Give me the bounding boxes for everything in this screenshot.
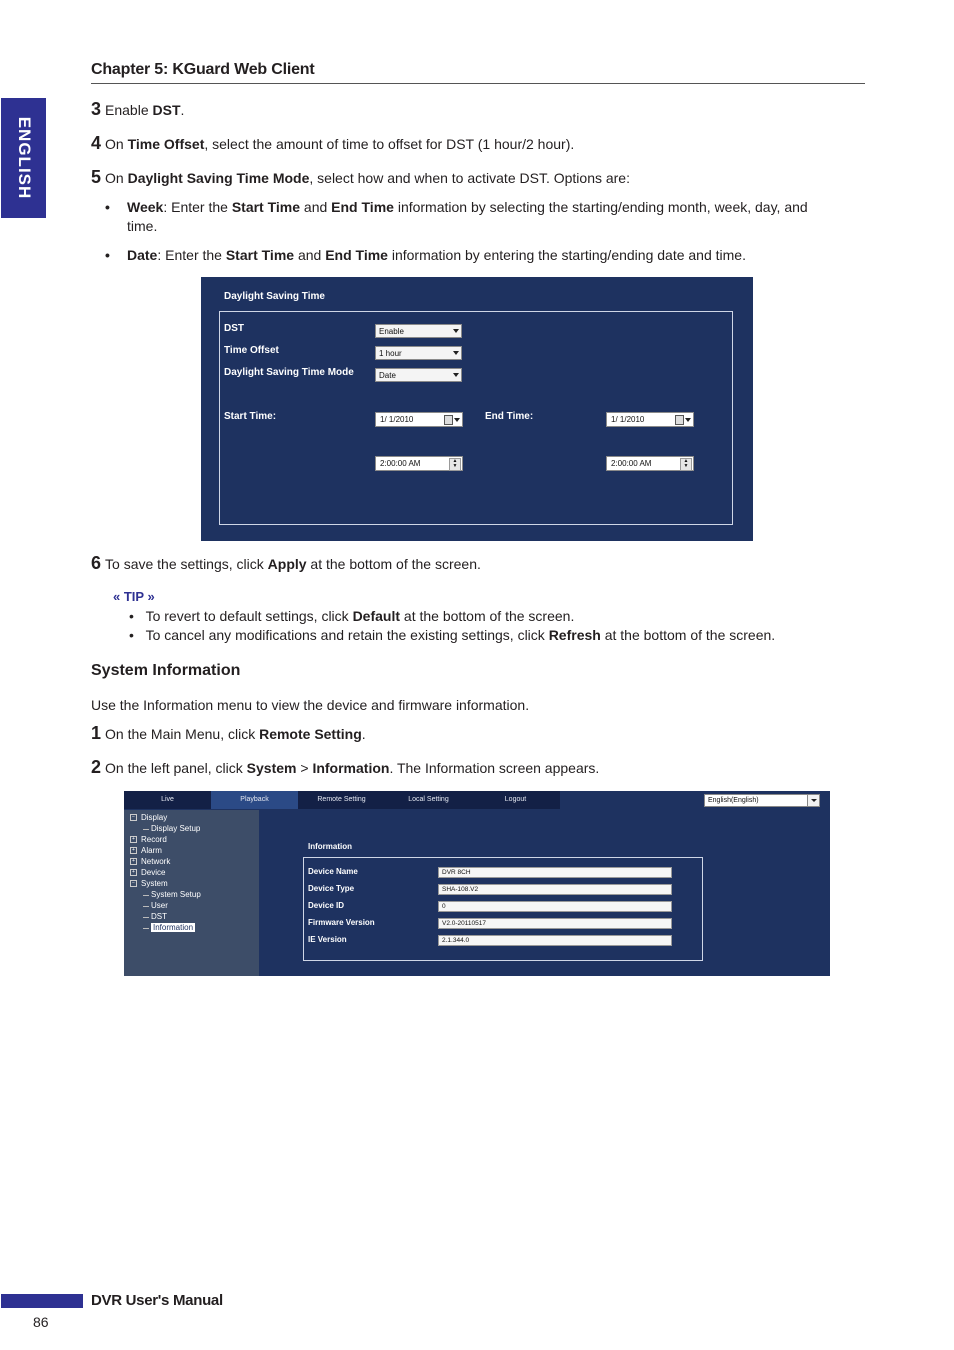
bullet-bold: End Time <box>331 199 394 215</box>
bullet-bold: Start Time <box>231 199 301 215</box>
tab-live[interactable]: Live <box>161 796 174 803</box>
dst-mode-value: Date <box>379 371 396 380</box>
end-time-spinner[interactable] <box>606 456 694 471</box>
expand-icon[interactable]: + <box>130 836 137 843</box>
firmware-version-value: V2.0-20110517 <box>438 918 672 929</box>
bullet-dot: • <box>105 247 110 263</box>
tree-item-system[interactable]: − System <box>130 879 168 889</box>
expand-icon[interactable]: + <box>130 847 137 854</box>
page-number: 86 <box>33 1314 49 1330</box>
chevron-down-icon <box>807 795 819 806</box>
step-text: , select how and when to activate DST. Options are: <box>309 170 630 186</box>
chevron-down-icon <box>685 418 691 422</box>
chapter-title: Chapter 5: KGuard Web Client <box>91 61 315 78</box>
dst-label: DST <box>224 323 244 334</box>
spinner-arrows-icon[interactable]: ▲ ▼ <box>680 458 692 471</box>
spinner-arrows-icon[interactable]: ▲ ▼ <box>449 458 461 471</box>
device-type-value: SHA-108.V2 <box>438 884 672 895</box>
tab-logout[interactable]: Logout <box>504 796 527 803</box>
tab-remote-setting[interactable]: Remote Setting <box>317 796 366 803</box>
start-time-label: Start Time: <box>224 411 277 422</box>
step-text: at the bottom of the screen. <box>306 556 481 572</box>
step-text: On <box>105 136 128 152</box>
tip-item-default: • To revert to default settings, click Default at the bottom of the screen. <box>129 608 575 624</box>
step-2 <box>91 757 599 778</box>
bullet-term: Date <box>127 247 158 263</box>
bullet-text: time. <box>127 218 158 234</box>
end-date-picker[interactable] <box>606 412 694 427</box>
tip-text: at the bottom of the screen. <box>600 627 776 643</box>
step-text: To save the settings, click <box>105 556 268 572</box>
header-rule <box>91 83 865 84</box>
firmware-version-label: Firmware Version <box>308 918 375 927</box>
step-3 <box>91 99 184 120</box>
bullet-week <box>105 198 857 236</box>
device-type-label: Device Type <box>308 884 355 893</box>
time-offset-label: Time Offset <box>224 345 279 356</box>
step-number: 3 <box>91 99 102 119</box>
step-number: 5 <box>91 167 102 187</box>
section-intro: Use the Information menu to view the device and firmware information. <box>91 697 530 713</box>
device-name-label: Device Name <box>308 867 358 876</box>
information-title: Information <box>308 842 352 851</box>
expand-icon[interactable]: + <box>130 858 137 865</box>
collapse-icon[interactable]: − <box>130 814 137 821</box>
step-bold: DST <box>152 102 181 118</box>
time-offset-value: 1 hour <box>379 349 402 358</box>
settings-tree-panel <box>124 810 259 976</box>
tip-heading: « TIP » <box>113 589 155 604</box>
step-bold: Time Offset <box>127 136 205 152</box>
step-text: . <box>361 726 366 742</box>
tree-item-alarm[interactable]: + Alarm <box>130 846 162 856</box>
tree-item-device[interactable]: + Device <box>130 868 165 878</box>
footer-manual-title: DVR User's Manual <box>91 1292 223 1309</box>
device-id-label: Device ID <box>308 901 345 910</box>
section-heading: System Information <box>91 662 241 679</box>
end-date-value: 1/ 1/2010 <box>611 415 645 424</box>
tree-item-record[interactable]: + Record <box>130 835 167 845</box>
step-4 <box>91 133 574 154</box>
tip-item-refresh: • To cancel any modifications and retain the existing settings, click Refresh at the bottom of the screen. <box>129 627 776 643</box>
end-time-label: End Time: <box>485 411 534 422</box>
footer-bar <box>1 1294 83 1308</box>
bullet-text: : Enter the <box>163 199 232 215</box>
calendar-icon <box>675 415 684 425</box>
device-name-value: DVR 8CH <box>438 867 672 878</box>
dst-panel-title: Daylight Saving Time <box>224 291 325 302</box>
tip-text: To revert to default settings, click <box>145 608 353 624</box>
tab-playback[interactable]: Playback <box>211 791 298 809</box>
tree-item-user[interactable]: User <box>151 901 168 910</box>
step-text: Enable <box>105 102 153 118</box>
collapse-icon[interactable]: − <box>130 880 137 887</box>
start-time-value: 2:00:00 AM <box>380 459 421 468</box>
bullet-text: information by selecting the starting/ending month, week, day, and <box>393 199 808 215</box>
step-text: > <box>296 760 313 776</box>
bullet-text: : Enter the <box>157 247 226 263</box>
step-bold: Apply <box>267 556 307 572</box>
bullet-bold: End Time <box>325 247 388 263</box>
dst-settings-panel <box>201 277 753 541</box>
step-bold: Information <box>312 760 390 776</box>
end-time-value: 2:00:00 AM <box>611 459 652 468</box>
step-bold: Daylight Saving Time Mode <box>127 170 310 186</box>
step-bold: System <box>246 760 297 776</box>
step-1 <box>91 723 366 744</box>
tab-local-setting[interactable]: Local Setting <box>408 796 449 803</box>
step-text: . <box>180 102 185 118</box>
dst-mode-select[interactable] <box>375 368 462 382</box>
tree-item-dst[interactable]: DST <box>151 912 167 921</box>
device-id-value: 0 <box>438 901 672 912</box>
chevron-down-icon <box>453 351 459 355</box>
tree-item-network[interactable]: + Network <box>130 857 170 867</box>
tree-item-information[interactable]: Information <box>153 923 194 932</box>
chevron-down-icon <box>453 373 459 377</box>
tree-item-system-setup[interactable]: System Setup <box>151 890 201 899</box>
step-5 <box>91 167 630 188</box>
tip-bold: Default <box>352 608 401 624</box>
language-side-tab <box>1 98 46 218</box>
step-number: 4 <box>91 133 102 153</box>
step-text: On the Main Menu, click <box>105 726 260 742</box>
chevron-down-icon <box>453 329 459 333</box>
ie-version-label: IE Version <box>308 935 347 944</box>
tree-item-display-setup[interactable]: Display Setup <box>151 824 201 833</box>
step-text: , select the amount of time to offset for DST (1 hour/2 hour). <box>204 136 575 152</box>
main-menu-bar <box>124 791 560 809</box>
tip-text: at the bottom of the screen. <box>400 608 575 624</box>
step-6 <box>91 553 481 574</box>
side-tab-label: ENGLISH <box>14 116 34 200</box>
bullet-date <box>105 246 857 265</box>
time-offset-select[interactable] <box>375 346 462 360</box>
start-date-value: 1/ 1/2010 <box>380 415 414 424</box>
language-value: English(English) <box>708 797 759 804</box>
dst-mode-label: Daylight Saving Time Mode <box>224 367 354 378</box>
step-text: . The Information screen appears. <box>389 760 600 776</box>
language-select[interactable] <box>704 794 820 807</box>
start-date-picker[interactable] <box>375 412 463 427</box>
tree-item-display[interactable]: − Display <box>130 813 167 823</box>
ie-version-value: 2.1.344.0 <box>438 935 672 946</box>
information-screen <box>124 791 830 976</box>
step-number: 2 <box>91 757 102 777</box>
calendar-icon <box>444 415 453 425</box>
step-bold: Remote Setting <box>259 726 362 742</box>
tip-bold: Refresh <box>548 627 601 643</box>
bullet-text: and <box>300 199 332 215</box>
bullet-dot: • <box>105 199 110 215</box>
step-text: On <box>105 170 128 186</box>
start-time-spinner[interactable] <box>375 456 463 471</box>
step-number: 1 <box>91 723 102 743</box>
bullet-term: Week <box>127 199 164 215</box>
step-text: On the left panel, click <box>105 760 247 776</box>
dst-select-value: Enable <box>379 327 404 336</box>
bullet-bold: Start Time <box>225 247 295 263</box>
bullet-text: information by entering the starting/ending date and time. <box>387 247 746 263</box>
expand-icon[interactable]: + <box>130 869 137 876</box>
tip-text: To cancel any modifications and retain the existing settings, click <box>145 627 549 643</box>
dst-select[interactable] <box>375 324 462 338</box>
bullet-text: and <box>294 247 326 263</box>
chevron-down-icon <box>454 418 460 422</box>
step-number: 6 <box>91 553 102 573</box>
